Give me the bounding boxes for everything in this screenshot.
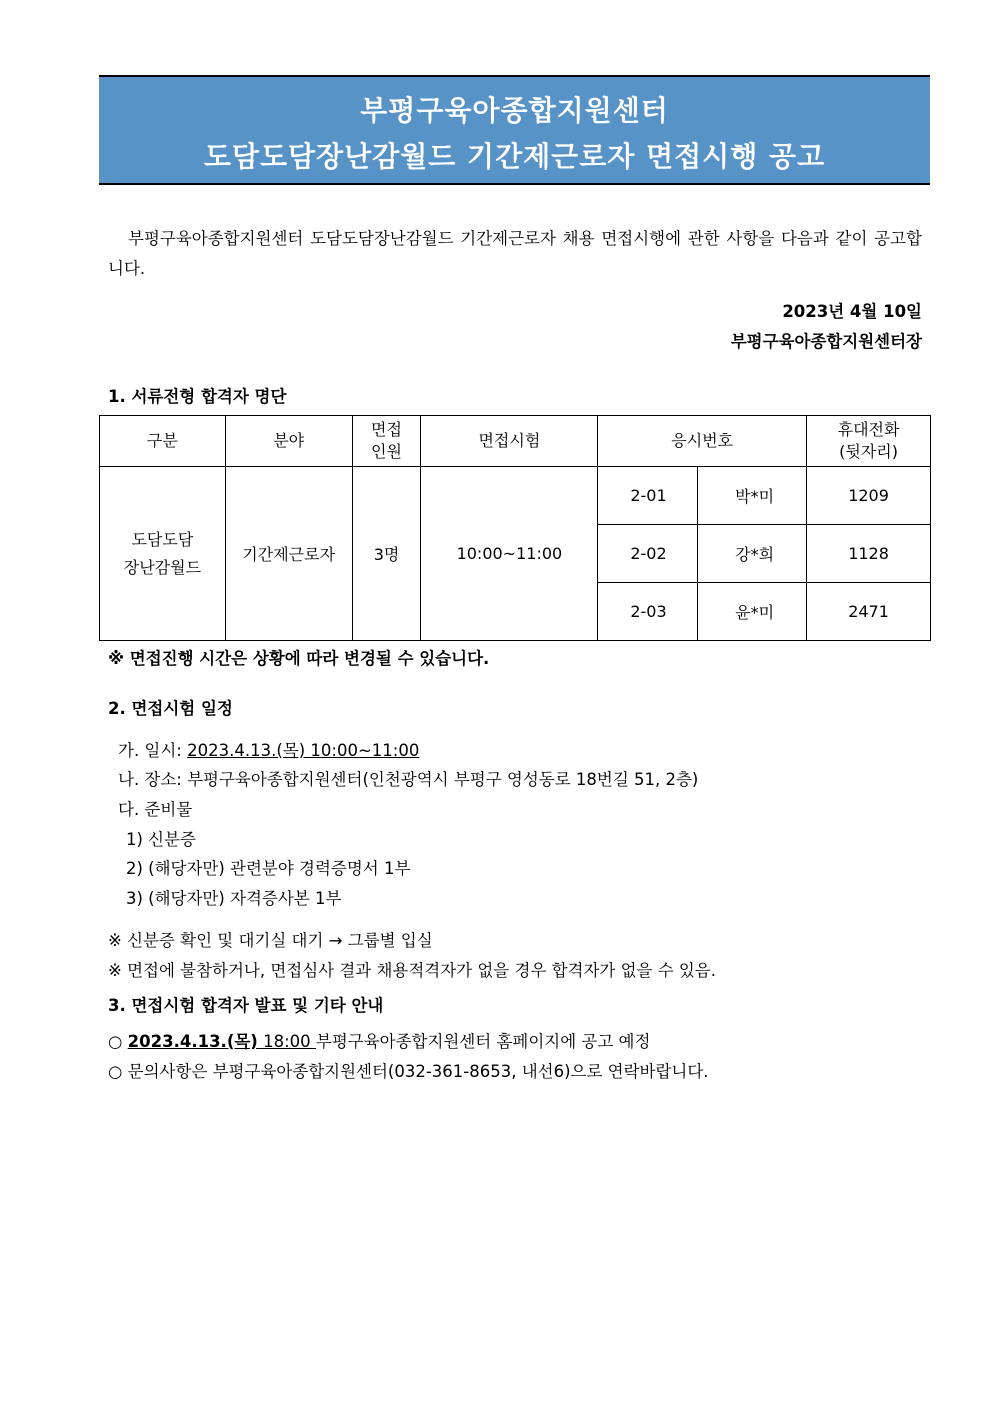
cell-name: 박*미 xyxy=(698,467,807,525)
cell-name: 윤*미 xyxy=(698,583,807,641)
section-3-heading: 3. 면접시험 합격자 발표 및 기타 안내 xyxy=(108,996,384,1015)
cell-number: 2-01 xyxy=(598,467,698,525)
intro-text: 부평구육아종합지원센터 도담도담장난감월드 기간제근로자 채용 면접시행에 관한 사항을 다음과 같이 공고합니다. xyxy=(108,229,922,278)
cell-name: 강*희 xyxy=(698,525,807,583)
prep-item: 3) (해당자만) 자격증사본 1부 xyxy=(126,889,342,908)
inquiry-item: ○ 문의사항은 부평구육아종합지원센터(032-361-8653, 내선6)으로 연락바랍니다. xyxy=(108,1062,709,1081)
title-banner xyxy=(99,75,930,185)
announcement-item: ○ 2023.4.13.(목) 18:00 부평구육아종합지원센터 홈페이지에 공고 예정 xyxy=(108,1032,651,1051)
notice-sender: 부평구육아종합지원센터장 xyxy=(730,332,922,351)
header-category: 구분 xyxy=(100,416,226,467)
intro-paragraph xyxy=(108,224,922,284)
cell-phone: 2471 xyxy=(807,583,931,641)
header-exam: 면접시험 xyxy=(421,416,598,467)
cell-time: 10:00~11:00 xyxy=(421,467,598,641)
prep-item: 1) 신분증 xyxy=(126,830,196,849)
header-count: 면접 인원 xyxy=(352,416,421,467)
prep-label: 다. 준비물 xyxy=(118,800,193,819)
cell-category: 도담도담 장난감월드 xyxy=(100,467,226,641)
announcement-time: 18:00 xyxy=(257,1032,316,1051)
title-line-1: 부평구육아종합지원센터 xyxy=(360,94,669,127)
section-1-heading: 1. 서류전형 합격자 명단 xyxy=(108,387,287,406)
schedule-place: 나. 장소: 부평구육아종합지원센터(인천광역시 부평구 영성동로 18번길 51, 2층) xyxy=(118,770,699,789)
applicant-table xyxy=(99,415,931,641)
table-note: ※ 면접진행 시간은 상황에 따라 변경될 수 있습니다. xyxy=(108,649,490,668)
notice-date: 2023년 4월 10일 xyxy=(782,302,922,321)
table-row xyxy=(100,467,931,525)
cell-number: 2-02 xyxy=(598,525,698,583)
section-2-heading: 2. 면접시험 일정 xyxy=(108,699,233,718)
cell-field: 기간제근로자 xyxy=(225,467,352,641)
cell-number: 2-03 xyxy=(598,583,698,641)
title-line-2: 도담도담장난감월드 기간제근로자 면접시행 공고 xyxy=(203,140,826,173)
schedule-note-2: ※ 면접에 불참하거나, 면접심사 결과 채용적격자가 없을 경우 합격자가 없을 수 있음. xyxy=(108,961,716,980)
schedule-note-1: ※ 신분증 확인 및 대기실 대기 → 그룹별 입실 xyxy=(108,931,433,950)
header-applicant-no: 응시번호 xyxy=(598,416,807,467)
cell-phone: 1128 xyxy=(807,525,931,583)
header-field: 분야 xyxy=(225,416,352,467)
schedule-date-value: 2023.4.13.(목) 10:00~11:00 xyxy=(187,741,420,760)
prep-item: 2) (해당자만) 관련분야 경력증명서 1부 xyxy=(126,859,411,878)
cell-count: 3명 xyxy=(352,467,421,641)
table-header-row xyxy=(100,416,931,467)
cell-phone: 1209 xyxy=(807,467,931,525)
schedule-date: 가. 일시: 2023.4.13.(목) 10:00~11:00 xyxy=(118,741,420,760)
header-phone: 휴대전화 (뒷자리) xyxy=(807,416,931,467)
announcement-date: 2023.4.13.(목) xyxy=(127,1032,258,1051)
